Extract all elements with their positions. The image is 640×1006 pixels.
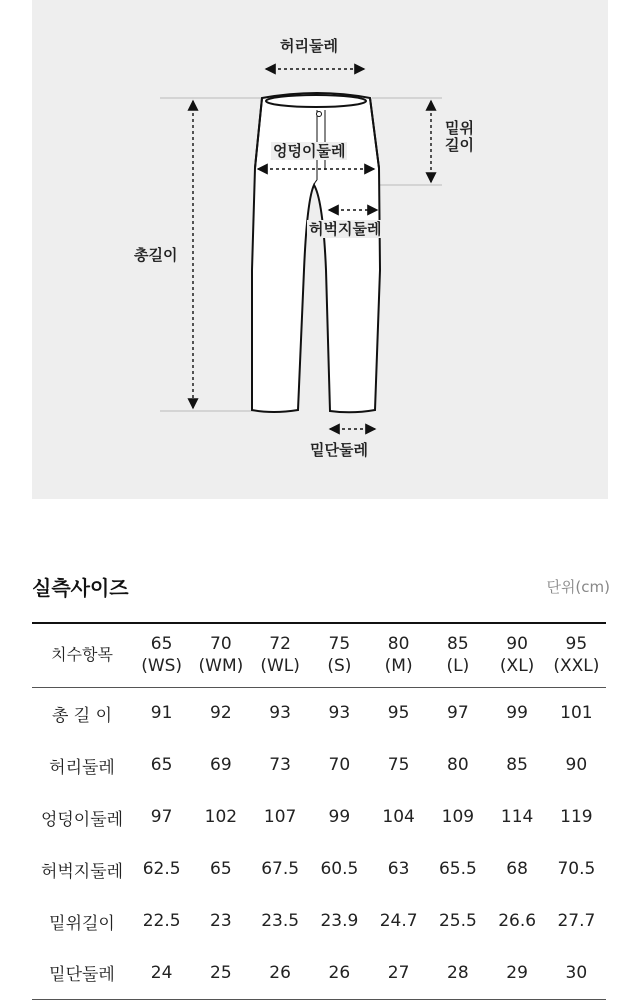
table-cell: 69 bbox=[210, 755, 232, 775]
size-number: 70 bbox=[210, 634, 232, 655]
table-cell: 26 bbox=[269, 962, 291, 983]
table-cell: 62.5 bbox=[142, 859, 181, 879]
table-cell: 119 bbox=[560, 807, 593, 827]
table-cell: 101 bbox=[560, 703, 593, 724]
column-header bbox=[251, 623, 310, 687]
table-row bbox=[32, 687, 606, 739]
row-label: 밑위길이 bbox=[49, 913, 115, 934]
table-cell: 73 bbox=[269, 755, 291, 775]
table-cell: 23.9 bbox=[320, 911, 359, 931]
pants-shape bbox=[252, 93, 380, 412]
table-cell: 93 bbox=[328, 703, 351, 724]
table-cell: 95 bbox=[387, 703, 410, 724]
size-number: 72 bbox=[269, 634, 291, 655]
table-cell: 65 bbox=[150, 755, 173, 775]
size-code: (XL) bbox=[499, 656, 535, 677]
table-cell: 85 bbox=[506, 755, 528, 775]
column-header bbox=[132, 623, 191, 687]
pants-measurement-diagram bbox=[32, 0, 608, 499]
size-number: 85 bbox=[447, 634, 469, 655]
table-cell: 60.5 bbox=[320, 859, 359, 879]
table-cell: 80 bbox=[447, 755, 469, 775]
table-cell: 25.5 bbox=[438, 911, 477, 931]
row-label: 밑단둘레 bbox=[49, 965, 115, 986]
size-section-header bbox=[32, 568, 610, 604]
table-cell: 67.5 bbox=[261, 859, 300, 879]
table-cell: 24.7 bbox=[379, 911, 418, 931]
size-number: 80 bbox=[387, 634, 410, 655]
table-cell: 114 bbox=[500, 807, 534, 827]
rise-label: 밑위 길이 bbox=[445, 119, 474, 154]
table-cell: 22.5 bbox=[142, 911, 181, 931]
table-cell: 30 bbox=[565, 962, 588, 983]
table-cell: 75 bbox=[387, 755, 410, 775]
hem-label: 밑단둘레 bbox=[310, 441, 368, 459]
size-number: 65 bbox=[150, 634, 173, 655]
pants-illustration bbox=[32, 0, 608, 499]
table-cell: 63 bbox=[387, 859, 410, 879]
table-row bbox=[32, 895, 606, 947]
column-header bbox=[547, 623, 606, 687]
table-cell: 97 bbox=[150, 807, 173, 827]
table-cell: 65 bbox=[210, 859, 232, 879]
table-header-row bbox=[32, 623, 606, 687]
size-number: 90 bbox=[506, 634, 528, 655]
size-code: (WL) bbox=[260, 656, 300, 677]
table-cell: 104 bbox=[382, 807, 415, 827]
table-cell: 65.5 bbox=[438, 859, 477, 879]
table-cell: 91 bbox=[150, 703, 173, 724]
section-title: 실측사이즈 bbox=[32, 576, 129, 600]
table-row bbox=[32, 947, 606, 999]
row-label: 허리둘레 bbox=[49, 757, 115, 778]
table-cell: 25 bbox=[210, 962, 232, 983]
corner-header: 치수항목 bbox=[51, 645, 113, 665]
size-code: (M) bbox=[384, 656, 413, 677]
row-label: 엉덩이둘레 bbox=[40, 809, 124, 830]
table-cell: 107 bbox=[263, 807, 297, 827]
table-row bbox=[32, 791, 606, 843]
row-label: 총 길 이 bbox=[51, 705, 113, 726]
table-cell: 23 bbox=[210, 911, 232, 931]
column-header bbox=[310, 623, 369, 687]
table-cell: 29 bbox=[506, 962, 528, 983]
table-cell: 70 bbox=[328, 755, 351, 775]
size-code: (XXL) bbox=[553, 656, 600, 677]
table-cell: 90 bbox=[565, 755, 588, 775]
table-cell: 27.7 bbox=[557, 911, 596, 931]
table-cell: 102 bbox=[204, 807, 238, 827]
size-table bbox=[32, 622, 606, 1000]
total-length-label: 총길이 bbox=[134, 246, 178, 264]
size-number: 95 bbox=[565, 634, 588, 655]
waist-label: 허리둘레 bbox=[280, 37, 338, 55]
column-header bbox=[428, 623, 487, 687]
size-code: (L) bbox=[446, 656, 470, 677]
row-label: 허벅지둘레 bbox=[40, 861, 124, 882]
table-cell: 99 bbox=[506, 703, 528, 724]
size-code: (WS) bbox=[141, 656, 183, 677]
table-cell: 109 bbox=[441, 807, 475, 827]
size-code: (WM) bbox=[198, 656, 244, 677]
table-cell: 27 bbox=[387, 962, 410, 983]
table-cell: 97 bbox=[447, 703, 469, 724]
column-header bbox=[369, 623, 428, 687]
unit-label: 단위(cm) bbox=[546, 578, 610, 596]
size-code: (S) bbox=[327, 656, 352, 677]
hip-label: 엉덩이둘레 bbox=[273, 142, 346, 160]
table-row bbox=[32, 739, 606, 791]
table-cell: 26.6 bbox=[498, 911, 537, 931]
thigh-label: 허벅지둘레 bbox=[309, 220, 382, 238]
table-cell: 99 bbox=[328, 807, 351, 827]
table-cell: 28 bbox=[447, 962, 469, 983]
table-cell: 70.5 bbox=[557, 859, 596, 879]
column-header bbox=[488, 623, 547, 687]
table-row bbox=[32, 843, 606, 895]
table-cell: 24 bbox=[150, 962, 173, 983]
column-header bbox=[191, 623, 250, 687]
table-cell: 93 bbox=[269, 703, 291, 724]
table-cell: 92 bbox=[210, 703, 232, 724]
table-cell: 26 bbox=[328, 962, 351, 983]
table-cell: 68 bbox=[506, 859, 528, 879]
size-number: 75 bbox=[328, 634, 351, 655]
table-cell: 23.5 bbox=[261, 911, 300, 931]
